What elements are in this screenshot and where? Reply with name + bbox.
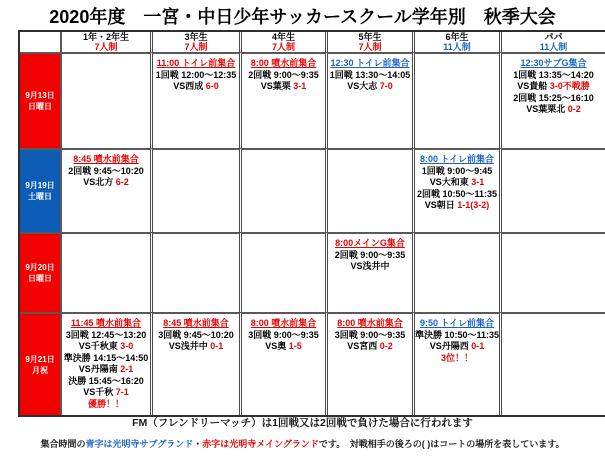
match-text: 3回戦 12:45～13:20: [65, 329, 147, 340]
match-text: VS千秋: [83, 387, 116, 397]
match-text: 11:45 噴水前集合: [70, 318, 142, 328]
day-label: 日曜日: [28, 102, 52, 111]
column-header: [499, 32, 605, 52]
schedule-cell: [499, 148, 605, 232]
match-text: VS貴船: [517, 81, 550, 91]
meeting-time-line: [153, 318, 239, 330]
match-line: [153, 341, 239, 353]
match-line: [62, 364, 150, 376]
match-text: 8:00 噴水前集合: [250, 318, 317, 328]
match-line: [62, 166, 150, 178]
column-format-label: 7人制: [271, 42, 295, 52]
schedule-cell: [325, 312, 412, 415]
header-corner-cell: [20, 32, 60, 52]
footer-note-fm: FM（フレンドリーマッチ）は1回戦又は2回戦で負けた場合に行われます: [132, 417, 473, 429]
date-label: 9月20日: [25, 263, 55, 272]
date-label: 9月21日: [25, 354, 55, 364]
schedule-cell: [239, 148, 325, 232]
match-text: 1回戦 13:35～14:20: [513, 69, 594, 80]
schedule-cell: [60, 148, 150, 232]
match-line: [153, 70, 239, 82]
schedule-cell: [60, 312, 150, 415]
match-text: VS大志: [347, 81, 380, 91]
column-header: [239, 32, 325, 52]
schedule-cell: [412, 232, 499, 312]
schedule-cell: [499, 312, 605, 415]
match-text: VS葉栗北: [526, 104, 568, 114]
date-cell: [20, 232, 60, 312]
match-text: VS北方: [83, 177, 116, 187]
match-score: 7-0: [379, 81, 393, 91]
date-label: 9月19日: [25, 181, 55, 190]
match-score: 3-1: [293, 81, 307, 91]
match-score: 優勝！！: [87, 398, 124, 409]
column-grade-label: パパ: [544, 32, 563, 42]
match-text: 8:00メインG集合: [335, 238, 405, 248]
match-text: 9:50 トイレ前集合: [419, 318, 495, 328]
schedule-cell: [239, 52, 325, 148]
match-text: 2回戦 10:50～11:35: [416, 188, 498, 199]
meeting-time-line: [328, 318, 412, 330]
match-score: 1-5: [288, 341, 302, 351]
match-line: [415, 177, 499, 189]
match-text: VS丹陽南: [78, 364, 121, 374]
date-label: 9月13日: [25, 91, 55, 100]
column-grade-label: 5年生: [358, 32, 382, 42]
match-text: 8:00 噴水前集合: [250, 58, 317, 68]
match-text: 準決勝 14:15～14:50: [63, 352, 149, 363]
match-score: 0-2: [379, 341, 393, 351]
match-text: VS千秋東: [78, 341, 121, 351]
match-text: 決勝 15:45～16:20: [68, 375, 144, 386]
match-line: [242, 330, 325, 342]
meeting-time-line: [415, 318, 499, 330]
column-grade-label: 4年生: [271, 32, 295, 42]
schedule-cell: [239, 232, 325, 312]
match-score: 3位！！: [440, 352, 473, 363]
column-grade-label: 1年・2年生: [82, 32, 129, 42]
column-header: [412, 32, 499, 52]
match-score: 3-1: [471, 177, 485, 187]
match-text: 12:30 トイレ前集合: [330, 58, 410, 68]
footer-note-legend: [0, 437, 605, 450]
schedule-cell: [499, 52, 605, 148]
match-line: [328, 341, 412, 353]
match-line: [415, 353, 499, 365]
column-header: [60, 32, 150, 52]
match-line: [415, 200, 499, 212]
match-text: 11:00 トイレ前集合: [156, 58, 236, 68]
match-line: [328, 261, 412, 273]
column-format-label: 11人制: [539, 42, 568, 52]
match-text: 8:45 噴水前集合: [163, 318, 229, 328]
match-line: [415, 166, 499, 178]
column-header: [325, 32, 412, 52]
schedule-cell: [150, 312, 239, 415]
schedule-cell: [325, 148, 412, 232]
legend-segment: です。 対戦相手の後ろの( )はコートの場所を表しています。: [318, 439, 565, 449]
match-text: 8:00 トイレ前集合: [419, 154, 495, 164]
match-line: [502, 70, 605, 82]
match-line: [62, 177, 150, 189]
match-text: 3回戦 9:45～10:20: [158, 329, 234, 340]
schedule-cell: [150, 232, 239, 312]
meeting-time-line: [153, 58, 239, 70]
match-score: 7-1: [115, 387, 129, 397]
schedule-table: [18, 30, 605, 417]
match-score: 6-0: [205, 81, 219, 91]
match-text: 3回戦 9:00～9:35: [334, 329, 406, 340]
match-text: 準決勝 10:50～11:35: [415, 329, 499, 340]
column-grade-label: 6年生: [445, 32, 469, 42]
match-line: [328, 250, 412, 262]
legend-segment: 赤字は光明寺メイングランド: [202, 439, 319, 449]
match-line: [62, 341, 150, 353]
schedule-cell: [325, 52, 412, 148]
match-line: [502, 81, 605, 93]
match-text: 12:30サブG集合: [520, 58, 587, 68]
day-label: 月祝: [32, 365, 48, 375]
column-format-label: 7人制: [358, 42, 382, 52]
date-cell: [20, 148, 60, 232]
match-line: [62, 399, 150, 411]
match-score: 1-1(3-2): [457, 200, 490, 210]
match-line: [153, 330, 239, 342]
match-text: VS西成: [173, 81, 206, 91]
meeting-time-line: [62, 318, 150, 330]
match-score: 3-0: [120, 341, 134, 351]
match-score: 0-1: [210, 341, 224, 351]
match-line: [502, 104, 605, 116]
column-grade-label: 3年生: [184, 32, 208, 42]
legend-segment: 集合時間の: [40, 439, 86, 449]
match-text: 2回戦 9:00～9:35: [334, 249, 406, 260]
match-text: VS宮西: [347, 341, 380, 351]
page-title: 2020年度 一宮・中日少年サッカースクール学年別 秋季大会: [49, 7, 556, 27]
legend-segment: ・: [193, 439, 203, 449]
match-score: 3-0不戦勝: [549, 81, 590, 91]
match-line: [62, 376, 150, 388]
meeting-time-line: [242, 58, 325, 70]
meeting-time-line: [415, 154, 499, 166]
match-line: [415, 189, 499, 201]
match-text: 3回戦 9:00～9:35: [248, 329, 319, 340]
match-line: [62, 387, 150, 399]
schedule-cell: [150, 52, 239, 148]
match-text: VS丹陽西: [429, 341, 472, 351]
match-line: [242, 81, 325, 93]
match-line: [328, 70, 412, 82]
column-format-label: 7人制: [94, 42, 118, 52]
match-text: VS浅井中: [350, 261, 390, 271]
match-text: VS大和東: [429, 177, 472, 187]
match-score: 0-2: [567, 104, 581, 114]
match-score: 0-1: [471, 341, 485, 351]
match-line: [242, 70, 325, 82]
meeting-time-line: [62, 154, 150, 166]
day-label: 土曜日: [28, 192, 52, 201]
match-text: VS葉栗: [260, 81, 294, 91]
date-cell: [20, 52, 60, 148]
match-line: [502, 93, 605, 105]
schedule-cell: [60, 232, 150, 312]
match-text: 2回戦 9:45～10:20: [68, 165, 144, 176]
match-line: [153, 81, 239, 93]
match-line: [328, 81, 412, 93]
match-line: [415, 341, 499, 353]
match-score: 2-1: [120, 364, 134, 374]
schedule-cell: [150, 148, 239, 232]
legend-segment: 青字は光明寺サブグランド: [85, 439, 194, 449]
match-text: VS浅井中: [168, 341, 211, 351]
meeting-time-line: [328, 238, 412, 250]
schedule-cell: [499, 232, 605, 312]
match-line: [328, 330, 412, 342]
match-text: 8:00 噴水前集合: [337, 318, 403, 328]
match-text: 2回戦 15:25～16:10: [513, 92, 594, 103]
schedule-cell: [412, 312, 499, 415]
schedule-cell: [239, 312, 325, 415]
schedule-cell: [325, 232, 412, 312]
match-text: VS朝日: [424, 200, 458, 210]
meeting-time-line: [502, 58, 605, 70]
match-line: [415, 330, 499, 342]
date-cell: [20, 312, 60, 415]
schedule-cell: [412, 52, 499, 148]
match-text: 2回戦 9:00～9:35: [248, 69, 319, 80]
match-score: 6-2: [115, 177, 129, 187]
schedule-cell: [412, 148, 499, 232]
match-text: 1回戦 12:00～12:35: [155, 69, 237, 80]
match-text: VS奥: [265, 341, 289, 351]
column-header: [150, 32, 239, 52]
match-text: 8:45 噴水前集合: [73, 154, 139, 164]
match-text: 1回戦 13:30～14:05: [329, 69, 411, 80]
match-text: 1回戦 9:00～9:45: [421, 165, 493, 176]
match-line: [242, 341, 325, 353]
match-line: [62, 353, 150, 365]
column-format-label: 7人制: [184, 42, 208, 52]
schedule-cell: [60, 52, 150, 148]
match-line: [62, 330, 150, 342]
meeting-time-line: [328, 58, 412, 70]
column-format-label: 11人制: [443, 42, 471, 52]
day-label: 日曜日: [28, 274, 52, 283]
meeting-time-line: [242, 318, 325, 330]
